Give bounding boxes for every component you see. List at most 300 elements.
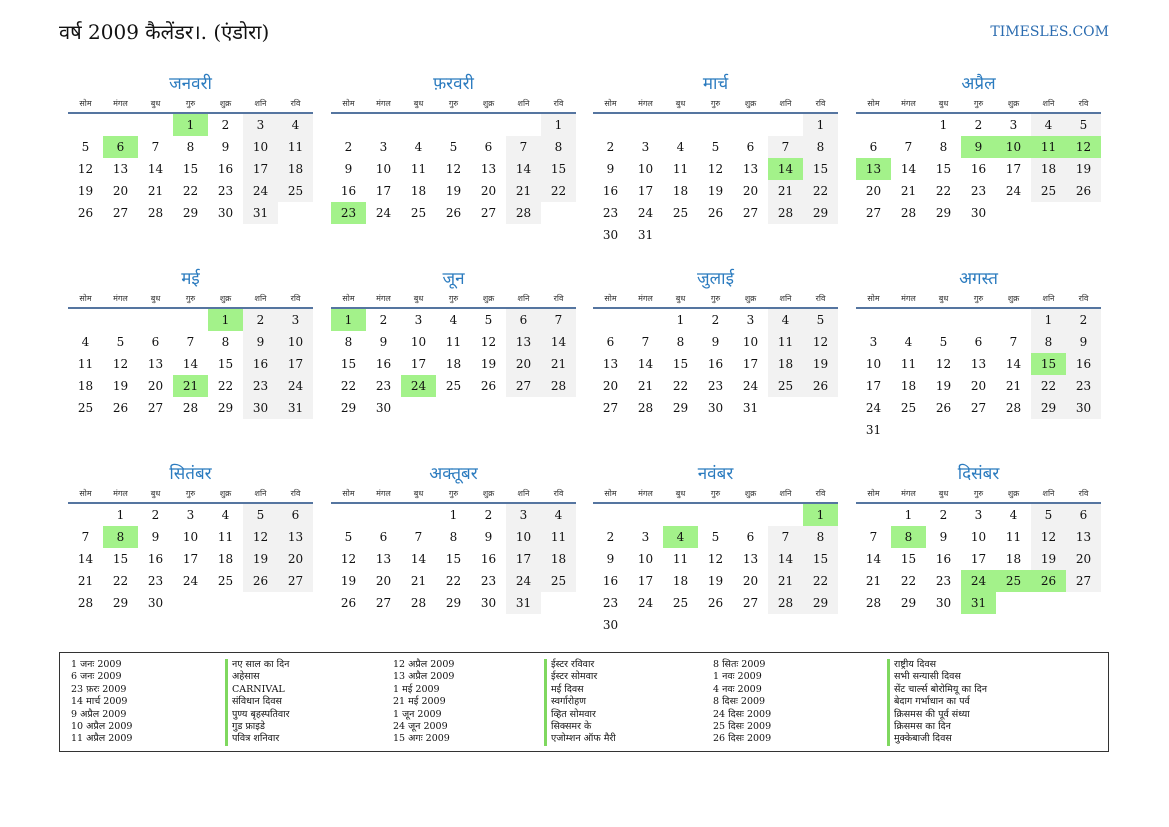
day-cell: 9 bbox=[151, 530, 160, 544]
weekday-label: रवि bbox=[290, 294, 301, 303]
day-cell: 16 bbox=[147, 552, 164, 566]
day-cell: 13 bbox=[742, 162, 759, 176]
weekday-label: सोम bbox=[79, 294, 92, 303]
empty-cell bbox=[173, 309, 208, 331]
day-cell: 30 bbox=[707, 401, 724, 415]
legend-date: 11 अप्रैल 2009 bbox=[71, 733, 133, 745]
day-cell: 29 bbox=[182, 206, 199, 220]
month-block bbox=[856, 462, 1101, 614]
day-cell: 2 bbox=[344, 140, 353, 154]
day-cell: 2 bbox=[939, 508, 948, 522]
day-cell: 23 bbox=[1066, 375, 1101, 397]
weekday-label: गुरु bbox=[710, 99, 721, 108]
day-cell: 12 bbox=[707, 552, 724, 566]
empty-cell bbox=[1031, 592, 1066, 614]
weekday-label: रवि bbox=[1078, 294, 1089, 303]
day-cell: 22 bbox=[217, 379, 234, 393]
day-cell: 1 bbox=[541, 114, 576, 136]
day-cell: 15 bbox=[217, 357, 234, 371]
month-block bbox=[593, 72, 838, 246]
legend-holiday-name: सिक्समर के bbox=[544, 721, 616, 733]
day-cell: 28 bbox=[900, 206, 917, 220]
day-cell: 24 bbox=[961, 570, 996, 592]
day-cell: 7 bbox=[541, 309, 576, 331]
legend-holiday-name: पुण्य बृहस्पतिवार bbox=[225, 709, 290, 721]
empty-cell bbox=[541, 592, 576, 614]
day-cell: 10 bbox=[375, 162, 392, 176]
day-cell: 9 bbox=[939, 530, 948, 544]
empty-cell bbox=[891, 419, 926, 441]
legend-holiday-name: व्हित सोमवार bbox=[544, 709, 616, 721]
day-cell: 17 bbox=[410, 357, 427, 371]
weekday-label: सोम bbox=[604, 294, 617, 303]
day-cell: 3 bbox=[278, 309, 313, 331]
month-name: जनवरी bbox=[169, 74, 212, 94]
day-cell: 15 bbox=[340, 357, 357, 371]
day-cell: 31 bbox=[278, 397, 313, 419]
day-cell: 3 bbox=[379, 140, 388, 154]
site-link[interactable]: TIMESLES.COM bbox=[990, 24, 1109, 40]
empty-cell bbox=[173, 592, 208, 614]
day-cell: 6 bbox=[974, 335, 983, 349]
month-name: दिसंबर bbox=[957, 464, 1000, 484]
day-cell: 22 bbox=[803, 180, 838, 202]
day-cell: 30 bbox=[480, 596, 497, 610]
day-cell: 14 bbox=[541, 331, 576, 353]
day-cell: 18 bbox=[672, 184, 689, 198]
day-cell: 17 bbox=[865, 379, 882, 393]
day-cell: 26 bbox=[480, 379, 497, 393]
day-cell: 4 bbox=[221, 508, 230, 522]
day-cell: 31 bbox=[961, 592, 996, 614]
weekday-label: मंगल bbox=[376, 489, 391, 498]
day-cell: 28 bbox=[541, 375, 576, 397]
day-cell: 9 bbox=[1066, 331, 1101, 353]
empty-cell bbox=[1031, 419, 1066, 441]
weekday-label: बुध bbox=[150, 294, 161, 303]
day-cell: 21 bbox=[506, 180, 541, 202]
empty-cell bbox=[768, 224, 803, 246]
day-cell: 14 bbox=[410, 552, 427, 566]
day-cell: 6 bbox=[746, 140, 755, 154]
day-cell: 28 bbox=[77, 596, 94, 610]
empty-cell bbox=[856, 114, 891, 136]
empty-cell bbox=[278, 202, 313, 224]
day-cell: 9 bbox=[243, 331, 278, 353]
day-cell: 2 bbox=[484, 508, 493, 522]
day-cell: 9 bbox=[961, 136, 996, 158]
day-cell: 28 bbox=[865, 596, 882, 610]
month-block bbox=[68, 462, 313, 614]
month-name: अगस्त bbox=[959, 269, 998, 289]
empty-cell bbox=[138, 114, 173, 136]
day-cell: 6 bbox=[484, 140, 493, 154]
day-cell: 15 bbox=[1031, 353, 1066, 375]
empty-cell bbox=[593, 309, 628, 331]
day-cell: 27 bbox=[742, 596, 759, 610]
day-cell: 18 bbox=[768, 353, 803, 375]
empty-cell bbox=[768, 614, 803, 636]
day-cell: 20 bbox=[602, 379, 619, 393]
day-cell: 7 bbox=[904, 140, 913, 154]
empty-cell bbox=[541, 397, 576, 419]
day-cell: 21 bbox=[768, 570, 803, 592]
day-cell: 24 bbox=[637, 206, 654, 220]
empty-cell bbox=[1066, 202, 1101, 224]
legend-date: 26 दिसः 2009 bbox=[713, 733, 772, 745]
empty-cell bbox=[803, 224, 838, 246]
day-cell: 20 bbox=[278, 548, 313, 570]
day-cell: 11 bbox=[541, 526, 576, 548]
day-cell: 28 bbox=[637, 401, 654, 415]
day-cell: 15 bbox=[182, 162, 199, 176]
legend-date: 1 जून 2009 bbox=[393, 708, 442, 720]
weekday-label: मंगल bbox=[901, 489, 916, 498]
day-cell: 28 bbox=[410, 596, 427, 610]
day-cell: 10 bbox=[742, 335, 759, 349]
weekday-label: शुक्र bbox=[1007, 294, 1020, 303]
day-cell: 6 bbox=[103, 136, 138, 158]
day-cell: 24 bbox=[1005, 184, 1022, 198]
day-cell: 3 bbox=[974, 508, 983, 522]
day-cell: 26 bbox=[243, 570, 278, 592]
day-cell: 30 bbox=[935, 596, 952, 610]
day-cell: 18 bbox=[217, 552, 234, 566]
day-cell: 6 bbox=[278, 504, 313, 526]
day-cell: 1 bbox=[331, 309, 366, 331]
day-cell: 7 bbox=[186, 335, 195, 349]
empty-cell bbox=[996, 592, 1031, 614]
empty-cell bbox=[628, 504, 663, 526]
day-cell: 14 bbox=[1005, 357, 1022, 371]
day-cell: 10 bbox=[278, 331, 313, 353]
weekday-label: शनि bbox=[517, 489, 530, 498]
legend-date: 15 अगः 2009 bbox=[393, 733, 450, 745]
weekday-label: बुध bbox=[675, 489, 686, 498]
day-cell: 16 bbox=[375, 357, 392, 371]
day-cell: 20 bbox=[1066, 548, 1101, 570]
legend-holiday-name: राष्ट्रीय दिवस bbox=[887, 659, 987, 671]
empty-cell bbox=[506, 114, 541, 136]
weekday-label: शनि bbox=[779, 489, 792, 498]
weekday-label: रवि bbox=[553, 489, 564, 498]
legend-date: 8 दिसः 2009 bbox=[713, 696, 766, 708]
weekday-label: रवि bbox=[290, 99, 301, 108]
day-cell: 23 bbox=[480, 574, 497, 588]
empty-cell bbox=[68, 504, 103, 526]
month-block bbox=[68, 72, 313, 224]
day-cell: 13 bbox=[1066, 526, 1101, 548]
day-cell: 21 bbox=[768, 180, 803, 202]
empty-cell bbox=[103, 309, 138, 331]
empty-cell bbox=[926, 309, 961, 331]
weekday-label: शुक्र bbox=[219, 294, 232, 303]
empty-cell bbox=[996, 202, 1031, 224]
day-cell: 23 bbox=[970, 184, 987, 198]
day-cell: 1 bbox=[803, 114, 838, 136]
day-cell: 7 bbox=[869, 530, 878, 544]
day-cell: 30 bbox=[1066, 397, 1101, 419]
day-cell: 7 bbox=[768, 136, 803, 158]
day-cell: 30 bbox=[217, 206, 234, 220]
legend-date: 12 अप्रैल 2009 bbox=[393, 659, 455, 670]
day-cell: 11 bbox=[1031, 136, 1066, 158]
day-cell: 22 bbox=[340, 379, 357, 393]
day-cell: 14 bbox=[77, 552, 94, 566]
day-cell: 18 bbox=[410, 184, 427, 198]
day-cell: 6 bbox=[606, 335, 615, 349]
month-name: सितंबर bbox=[169, 464, 212, 484]
day-cell: 10 bbox=[865, 357, 882, 371]
weekday-label: बुध bbox=[938, 294, 949, 303]
day-cell: 19 bbox=[112, 379, 129, 393]
day-cell: 17 bbox=[243, 158, 278, 180]
month-name: अप्रैल bbox=[961, 74, 996, 94]
day-cell: 14 bbox=[768, 158, 803, 180]
day-cell: 23 bbox=[602, 596, 619, 610]
day-cell: 21 bbox=[77, 574, 94, 588]
weekday-label: रवि bbox=[1078, 99, 1089, 108]
weekday-label: शनि bbox=[517, 294, 530, 303]
month-name: मई bbox=[181, 269, 200, 289]
day-cell: 8 bbox=[449, 530, 458, 544]
day-cell: 17 bbox=[278, 353, 313, 375]
day-cell: 29 bbox=[935, 206, 952, 220]
day-cell: 26 bbox=[340, 596, 357, 610]
day-cell: 23 bbox=[243, 375, 278, 397]
day-cell: 22 bbox=[672, 379, 689, 393]
empty-cell bbox=[628, 614, 663, 636]
day-cell: 11 bbox=[672, 552, 689, 566]
day-cell: 29 bbox=[1031, 397, 1066, 419]
day-cell: 26 bbox=[707, 596, 724, 610]
day-cell: 17 bbox=[637, 184, 654, 198]
weekday-label: शनि bbox=[254, 294, 267, 303]
day-cell: 19 bbox=[707, 184, 724, 198]
day-cell: 19 bbox=[445, 184, 462, 198]
day-cell: 21 bbox=[1005, 379, 1022, 393]
empty-cell bbox=[961, 309, 996, 331]
legend-date: 24 जून 2009 bbox=[393, 720, 448, 732]
day-cell: 30 bbox=[602, 618, 619, 632]
day-cell: 24 bbox=[375, 206, 392, 220]
day-cell: 16 bbox=[1066, 353, 1101, 375]
day-cell: 12 bbox=[340, 552, 357, 566]
empty-cell bbox=[68, 309, 103, 331]
weekday-label: शुक्र bbox=[482, 489, 495, 498]
legend-date: 9 अप्रैल 2009 bbox=[71, 708, 127, 720]
day-cell: 21 bbox=[865, 574, 882, 588]
weekday-label: रवि bbox=[815, 489, 826, 498]
month-block bbox=[593, 462, 838, 636]
weekday-label: सोम bbox=[342, 489, 355, 498]
empty-cell bbox=[331, 504, 366, 526]
empty-cell bbox=[698, 614, 733, 636]
day-cell: 2 bbox=[606, 140, 615, 154]
day-cell: 26 bbox=[445, 206, 462, 220]
day-cell: 23 bbox=[707, 379, 724, 393]
empty-cell bbox=[698, 224, 733, 246]
day-cell: 14 bbox=[637, 357, 654, 371]
empty-cell bbox=[733, 114, 768, 136]
day-cell: 17 bbox=[970, 552, 987, 566]
day-cell: 4 bbox=[278, 114, 313, 136]
day-cell: 24 bbox=[278, 375, 313, 397]
day-cell: 2 bbox=[974, 118, 983, 132]
legend-date: 25 दिसः 2009 bbox=[713, 720, 772, 732]
day-cell: 20 bbox=[742, 184, 759, 198]
day-cell: 25 bbox=[77, 401, 94, 415]
weekday-label: शनि bbox=[1042, 99, 1055, 108]
day-cell: 25 bbox=[445, 379, 462, 393]
day-cell: 23 bbox=[375, 379, 392, 393]
day-cell: 27 bbox=[480, 206, 497, 220]
day-cell: 26 bbox=[707, 206, 724, 220]
day-cell: 10 bbox=[243, 136, 278, 158]
day-cell: 28 bbox=[1005, 401, 1022, 415]
day-cell: 1 bbox=[904, 508, 913, 522]
weekday-label: शुक्र bbox=[219, 99, 232, 108]
day-cell: 7 bbox=[414, 530, 423, 544]
day-cell: 30 bbox=[602, 228, 619, 242]
day-cell: 25 bbox=[900, 401, 917, 415]
day-cell: 18 bbox=[1005, 552, 1022, 566]
day-cell: 27 bbox=[375, 596, 392, 610]
legend-date: 24 दिसः 2009 bbox=[713, 708, 772, 720]
day-cell: 24 bbox=[243, 180, 278, 202]
day-cell: 31 bbox=[637, 228, 654, 242]
day-cell: 25 bbox=[996, 570, 1031, 592]
day-cell: 5 bbox=[803, 309, 838, 331]
weekday-label: गुरु bbox=[973, 489, 984, 498]
day-cell: 12 bbox=[1031, 526, 1066, 548]
day-cell: 2 bbox=[243, 309, 278, 331]
empty-cell bbox=[541, 202, 576, 224]
weekday-label: शनि bbox=[779, 99, 792, 108]
weekday-label: गुरु bbox=[448, 294, 459, 303]
weekday-label: गुरु bbox=[185, 294, 196, 303]
day-cell: 27 bbox=[865, 206, 882, 220]
weekday-label: रवि bbox=[290, 489, 301, 498]
weekday-label: रवि bbox=[815, 99, 826, 108]
legend-holiday-name: ईस्टर सोमवार bbox=[544, 671, 616, 683]
day-cell: 3 bbox=[506, 504, 541, 526]
day-cell: 9 bbox=[379, 335, 388, 349]
empty-cell bbox=[961, 419, 996, 441]
day-cell: 8 bbox=[939, 140, 948, 154]
day-cell: 12 bbox=[935, 357, 952, 371]
day-cell: 11 bbox=[278, 136, 313, 158]
weekday-label: शुक्र bbox=[1007, 99, 1020, 108]
weekday-label: बुध bbox=[938, 99, 949, 108]
weekday-label: रवि bbox=[553, 294, 564, 303]
empty-cell bbox=[663, 224, 698, 246]
day-cell: 7 bbox=[151, 140, 160, 154]
empty-cell bbox=[593, 114, 628, 136]
empty-cell bbox=[733, 504, 768, 526]
month-name: जून bbox=[442, 269, 465, 289]
day-cell: 22 bbox=[935, 184, 952, 198]
legend-date: 1 मई 2009 bbox=[393, 683, 440, 695]
day-cell: 14 bbox=[182, 357, 199, 371]
day-cell: 22 bbox=[112, 574, 129, 588]
day-cell: 19 bbox=[1031, 548, 1066, 570]
empty-cell bbox=[803, 397, 838, 419]
day-cell: 17 bbox=[742, 357, 759, 371]
weekday-label: शनि bbox=[779, 294, 792, 303]
day-cell: 24 bbox=[401, 375, 436, 397]
day-cell: 22 bbox=[182, 184, 199, 198]
day-cell: 5 bbox=[116, 335, 125, 349]
day-cell: 1 bbox=[173, 114, 208, 136]
day-cell: 31 bbox=[506, 592, 541, 614]
weekday-label: शनि bbox=[517, 99, 530, 108]
day-cell: 22 bbox=[445, 574, 462, 588]
day-cell: 15 bbox=[541, 158, 576, 180]
month-block bbox=[593, 267, 838, 419]
day-cell: 20 bbox=[506, 353, 541, 375]
day-cell: 22 bbox=[1031, 375, 1066, 397]
day-cell: 16 bbox=[707, 357, 724, 371]
day-cell: 11 bbox=[77, 357, 94, 371]
day-cell: 24 bbox=[506, 570, 541, 592]
weekday-label: सोम bbox=[604, 99, 617, 108]
weekday-label: बुध bbox=[413, 99, 424, 108]
empty-cell bbox=[593, 504, 628, 526]
day-cell: 25 bbox=[410, 206, 427, 220]
day-cell: 10 bbox=[410, 335, 427, 349]
weekday-label: शुक्र bbox=[1007, 489, 1020, 498]
day-cell: 7 bbox=[641, 335, 650, 349]
legend-date: 1 नवः 2009 bbox=[713, 671, 762, 683]
holiday-legend bbox=[59, 652, 1109, 752]
day-cell: 5 bbox=[939, 335, 948, 349]
day-cell: 29 bbox=[445, 596, 462, 610]
day-cell: 14 bbox=[865, 552, 882, 566]
day-cell: 17 bbox=[637, 574, 654, 588]
day-cell: 4 bbox=[414, 140, 423, 154]
day-cell: 1 bbox=[803, 504, 838, 526]
day-cell: 3 bbox=[641, 140, 650, 154]
weekday-label: मंगल bbox=[901, 99, 916, 108]
empty-cell bbox=[436, 114, 471, 136]
day-cell: 18 bbox=[1031, 158, 1066, 180]
month-block bbox=[331, 462, 576, 614]
day-cell: 10 bbox=[506, 526, 541, 548]
day-cell: 29 bbox=[803, 202, 838, 224]
weekday-label: सोम bbox=[604, 489, 617, 498]
legend-date: 23 फ़रः 2009 bbox=[71, 683, 127, 695]
day-cell: 15 bbox=[445, 552, 462, 566]
day-cell: 29 bbox=[803, 592, 838, 614]
day-cell: 18 bbox=[445, 357, 462, 371]
day-cell: 15 bbox=[900, 552, 917, 566]
weekday-label: शुक्र bbox=[482, 294, 495, 303]
empty-cell bbox=[856, 309, 891, 331]
empty-cell bbox=[891, 309, 926, 331]
day-cell: 13 bbox=[480, 162, 497, 176]
day-cell: 19 bbox=[340, 574, 357, 588]
day-cell: 3 bbox=[186, 508, 195, 522]
day-cell: 26 bbox=[803, 375, 838, 397]
day-cell: 26 bbox=[935, 401, 952, 415]
empty-cell bbox=[103, 114, 138, 136]
day-cell: 13 bbox=[147, 357, 164, 371]
day-cell: 19 bbox=[77, 184, 94, 198]
day-cell: 6 bbox=[506, 309, 541, 331]
day-cell: 31 bbox=[742, 401, 759, 415]
empty-cell bbox=[401, 397, 436, 419]
